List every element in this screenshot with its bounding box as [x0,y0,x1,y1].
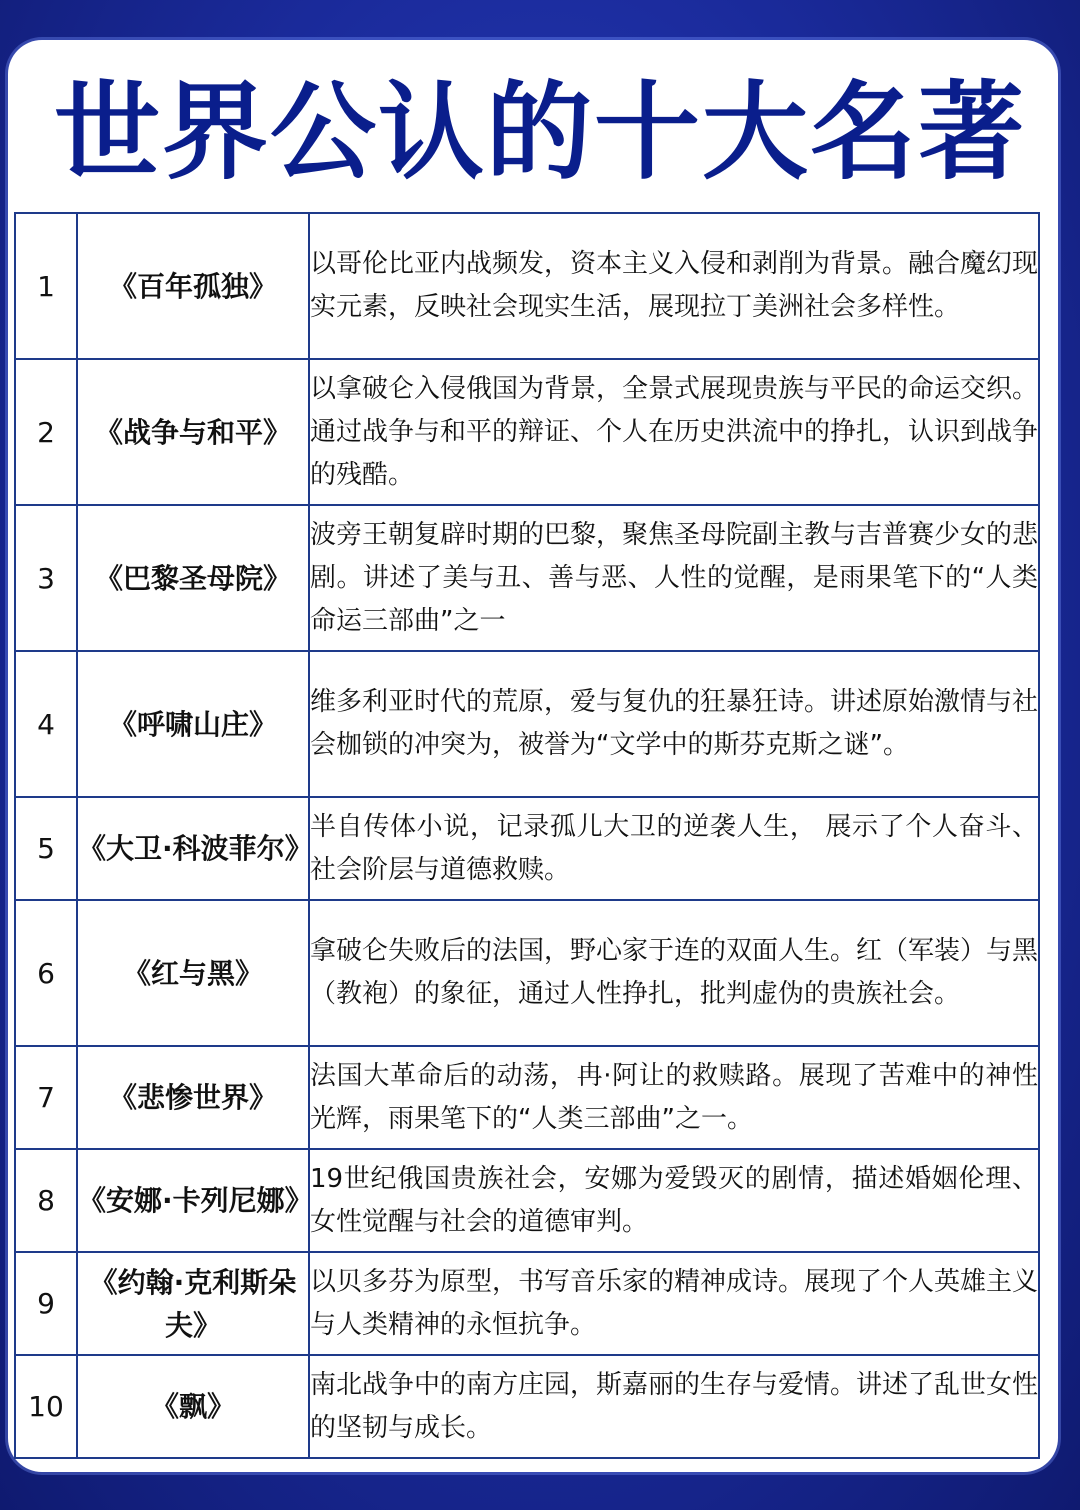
rank-cell: 2 [15,359,77,505]
table-row [15,1046,1039,1149]
book-title-cell: 《安娜·卡列尼娜》 [77,1149,309,1252]
description-cell: 半自传体小说，记录孤儿大卫的逆袭人生， 展示了个人奋斗、社会阶层与道德救赎。 [309,797,1039,900]
book-title-cell: 《战争与和平》 [77,359,309,505]
description-cell: 南北战争中的南方庄园，斯嘉丽的生存与爱情。讲述了乱世女性的坚韧与成长。 [309,1355,1039,1458]
rank-cell: 8 [15,1149,77,1252]
description-cell: 以哥伦比亚内战频发，资本主义入侵和剥削为背景。融合魔幻现实元素，反映社会现实生活，展现拉丁美洲社会多样性。 [309,213,1039,359]
table-row [15,505,1039,651]
book-title-cell: 《飘》 [77,1355,309,1458]
table-row [15,359,1039,505]
description-cell: 以拿破仑入侵俄国为背景，全景式展现贵族与平民的命运交织。通过战争与和平的辩证、个人在历史洪流中的挣扎，认识到战争的残酷。 [309,359,1039,505]
book-title-cell: 《悲惨世界》 [77,1046,309,1149]
book-title-cell: 《大卫·科波菲尔》 [77,797,309,900]
book-title-cell: 《巴黎圣母院》 [77,505,309,651]
description-cell: 维多利亚时代的荒原，爱与复仇的狂暴狂诗。讲述原始激情与社会枷锁的冲突为，被誉为“文学中的斯芬克斯之谜”。 [309,651,1039,797]
description-cell: 拿破仑失败后的法国，野心家于连的双面人生。红（军装）与黑（教袍）的象征，通过人性挣扎，批判虚伪的贵族社会。 [309,900,1039,1046]
page-title: 世界公认的十大名著 [54,71,1026,194]
table-row [15,1149,1039,1252]
rank-cell: 7 [15,1046,77,1149]
works-table [14,212,1040,1459]
table-row [15,213,1039,359]
book-title-cell: 《百年孤独》 [77,213,309,359]
description-cell: 19世纪俄国贵族社会，安娜为爱毁灭的剧情，描述婚姻伦理、女性觉醒与社会的道德审判。 [309,1149,1039,1252]
rank-cell: 6 [15,900,77,1046]
table-row [15,900,1039,1046]
book-title-cell: 《约翰·克利斯朵夫》 [77,1252,309,1355]
rank-cell: 9 [15,1252,77,1355]
table-row [15,651,1039,797]
table-row [15,1252,1039,1355]
rank-cell: 4 [15,651,77,797]
rank-cell: 5 [15,797,77,900]
rank-cell: 1 [15,213,77,359]
book-title-cell: 《红与黑》 [77,900,309,1046]
table-row [15,1355,1039,1458]
book-title-cell: 《呼啸山庄》 [77,651,309,797]
rank-cell: 10 [15,1355,77,1458]
description-cell: 以贝多芬为原型，书写音乐家的精神成诗。展现了个人英雄主义与人类精神的永恒抗争。 [309,1252,1039,1355]
description-cell: 波旁王朝复辟时期的巴黎，聚焦圣母院副主教与吉普赛少女的悲剧。讲述了美与丑、善与恶、人性的觉醒，是雨果笔下的“人类命运三部曲”之一 [309,505,1039,651]
table-row [15,797,1039,900]
rank-cell: 3 [15,505,77,651]
description-cell: 法国大革命后的动荡，冉·阿让的救赎路。展现了苦难中的神性光辉，雨果笔下的“人类三部曲”之一。 [309,1046,1039,1149]
